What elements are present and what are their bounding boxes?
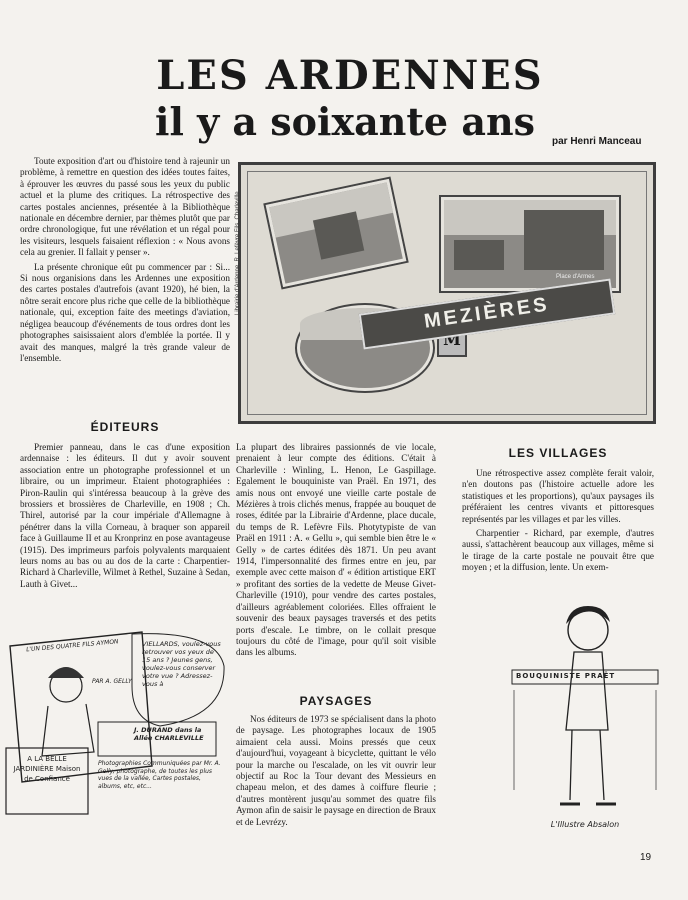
sketch-sign-top: L'UN DES QUATRE FILS AYMON <box>25 638 119 654</box>
caricature-caption: L'Illustre Absalon <box>550 820 620 829</box>
postcard-banner-text: MEZIÈRES <box>422 293 551 333</box>
page-number: 19 <box>640 852 652 863</box>
sketch-durand: J. DURAND dans la Allée CHARLEVILLE <box>134 726 204 742</box>
editeurs-column-2 <box>236 442 436 662</box>
caricature-illustration <box>510 600 660 840</box>
caricature-shop-sign: BOUQUINISTE PRAËT <box>516 672 616 680</box>
section-heading-paysages: PAYSAGES <box>299 694 373 708</box>
postcard-crest: M <box>437 323 467 357</box>
villages-paragraph: Une rétrospective assez complète ferait valoir, n'en doutons pas (l'histoire actuelle adore les statistiques et les proportions), qu'aux paysages ils préféraient les centres vivants et pittoresques représentés par les villages et par les villes. <box>462 468 654 524</box>
intro-paragraph: Toute exposition d'art ou d'histoire tend à rajeunir un problème, à remettre en question des idées toutes faites, à éprouver les œuvres du passé sous les yeux du public actuel et la plume des critiques. La rétrospective des cartes postales anciennes, présentée à la Bibliothèque nationale en décembre dernier, par thèmes plutôt que par ordre chronologique, fut une révélation et un régal pour les visiteurs, lesquels faisaient réflexion : « Nous avons cela au grenier. Il fallait y penser ». <box>20 156 230 258</box>
editeurs-paragraph-2: La plupart des libraires passionnés de vie locale, prenaient à leur compte des éditions. C'était à Charleville : Winling, L. Henon, Le Gaspillage. Egalement le bouquiniste van Praël. En 1971, des amis nous ont envoyé une vieille carte postale de Mézières à trois clichés menus, frappée au bouquet de roses, éditée par la Librairie d'Ardenne, place ducale, du temps de R. Lefèvre Fils. Photytypiste de van Praël en 1911 : A. « Gellu », qui semble bien être le « Gelly » de cartes éditées dès 1871. Un peu avant 1914, l'impersonnalité des firmes entre en jeu, par exemple avec cette maison d' « édition artistique ERT » profitant des sorties de la vedette de Meuse Givet-Charleville (1910), pour vendre des cartes postales, d'ailleurs agréablement coloriées. Elles offraient le souvenir des beaux paysages traversés et des petits ports d'escale. Le timbre, on le collait presque toujours du côté de l'image, pour qu'il soit visible dans les albums. <box>236 442 436 658</box>
editeurs-column-1 <box>20 442 230 593</box>
sketch-par: PAR A. GELLY <box>92 678 132 685</box>
paysages-paragraph: Nos éditeurs de 1973 se spécialisent dans la photo de paysage. Les photographes locaux de 1905 aimaient cela aussi. Moins pressés que ceux d'aujourd'hui, voyageant à bicyclette, quittant le vélo pour la marche ou l'escalade, on les vit ouvrir leur objectif au Roc la Tour devant des Messieurs en chapeau melon, et des dames à coiffure fleurie ; d'autres montèrent jusqu'au sommet des quatre fils Aymon afin de saisir le paysage en direction de Braux et de Levrézy. <box>236 714 436 827</box>
villages-column <box>462 468 654 577</box>
page-subtitle: il y a soixante ans <box>155 99 535 144</box>
caricature-drawing <box>510 600 660 830</box>
editeurs-paragraph: Premier panneau, dans le cas d'une exposition ardennaise : les éditeurs. Il dut y avoir souvent association entre un photographe professionnel et un libraire, ou un imprimeur. Etaient photographiées : Piron-Raulin qui s'intéressa beaucoup à la grève des brossiers et brossières de Charleville, en 1908 ; Ch. Thirel, autorisé par la cour impériale d'Allemagne à pénétrer dans la villa Corneau, à braquer son appareil face à Guillaume II et au Kronprinz en pose avantageuse (1915). Des imprimeurs parfois polyvalents marquaient leurs noms au bas ou au dos de la carte : Charpentier-Richard à Charleville, Wilmet à Rethel, Suzaine à Sedan, Lauth à Givet... <box>20 442 230 589</box>
intro-paragraph: La présente chronique eût pu commencer par : Si... Si nous organisions dans les Ardennes une exposition des cartes postales d'autrefois (avant 1920), hé bien, la nôtre serait encore plus riche que celle de la bibliothèque nationale, qui, exception faite des meetings d'aviation, négligea beaucoup d'événements de tous ordres dont les photographes saisissaient alors d'emblée la portée. Il y avait des manques, malgré la très grande valeur de l'ensemble. <box>20 261 230 363</box>
section-heading-villages: LES VILLAGES <box>508 446 608 460</box>
villages-paragraph: Charpentier - Richard, par exemple, d'autres aussi, s'attachèrent beaucoup aux villages, même si le tirage de la carte postale ne pouvait être que moyen ; et la diffusion, lente. Un exem- <box>462 528 654 573</box>
postcard-side-caption: Librairie d'Ardenne, R. Lefèvre Fils, Charleville <box>235 191 241 315</box>
sketch-credit: Photographies Communiquées par Mr. A. Gelly, photographe, de toutes les plus vues de la vallée, Cartes postales, albums, etc, etc... <box>98 760 221 790</box>
sketch-advertisement <box>2 626 228 826</box>
sketch-belle-jardiniere: A LA BELLE JARDINIÈRE Maison de Confiance <box>13 755 81 783</box>
sketch-speech-bubble: VIELLARDS, voulez-vous retrouver vos yeux de 15 ans ? Jeunes gens, voulez-vous conserver votre vue ? Adressez-vous à <box>142 640 221 688</box>
section-heading-editeurs: ÉDITEURS <box>90 420 160 434</box>
page-title: LES ARDENNES <box>156 52 544 99</box>
postcard-photo-caption: Place d'Armes <box>556 274 595 280</box>
author-byline: par Henri Manceau <box>552 136 642 147</box>
paysages-column <box>236 714 436 831</box>
postcard-photo-place <box>441 197 619 291</box>
intro-column <box>20 156 230 367</box>
